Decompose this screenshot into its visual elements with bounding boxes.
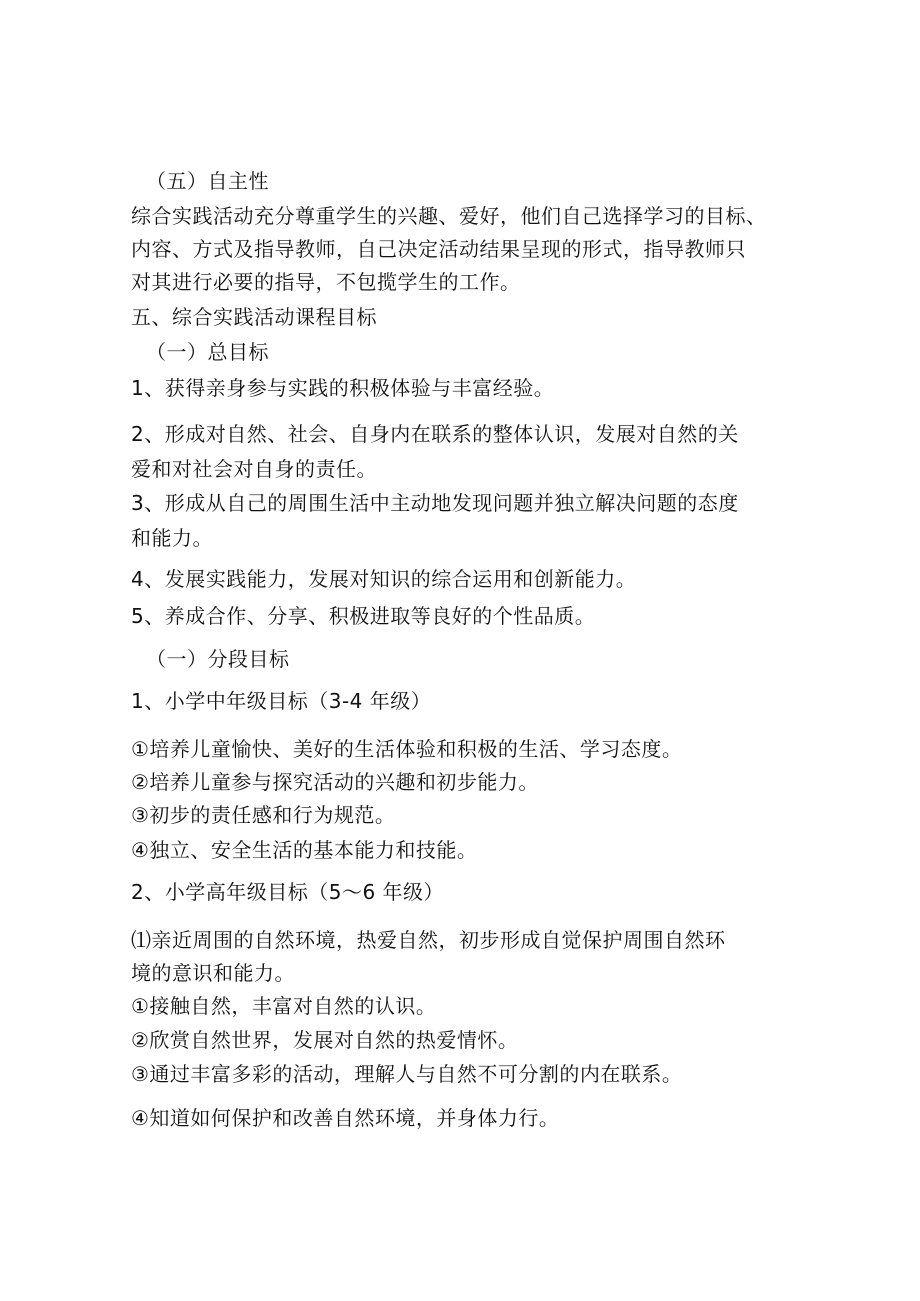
section5-heading: （五）自主性: [146, 169, 269, 193]
upper-grade-item-4: ③通过丰富多彩的活动，理解人与自然不可分割的内在联系。: [131, 1062, 683, 1086]
stage-goal-heading: （一）分段目标: [146, 647, 290, 671]
section5-para-line-3: 对其进行必要的指导，不包揽学生的工作。: [131, 270, 521, 294]
upper-grade-item-1-cont: 境的意识和能力。: [131, 961, 295, 985]
middle-grade-heading: 1、小学中年级目标（3-4 年级）: [131, 689, 432, 713]
middle-grade-item-2: ②培养儿童参与探究活动的兴趣和初步能力。: [131, 770, 539, 794]
upper-grade-item-5: ④知道如何保护和改善自然环境，并身体力行。: [131, 1106, 560, 1130]
chapter-heading: 五、综合实践活动课程目标: [131, 305, 377, 329]
section5-para-line-1: 综合实践活动充分尊重学生的兴趣、爱好，他们自己选择学习的目标、: [131, 204, 767, 228]
section5-para-line-2: 内容、方式及指导教师，自己决定活动结果呈现的形式，指导教师只: [131, 237, 746, 261]
middle-grade-item-1: ①培养儿童愉快、美好的生活体验和积极的生活、学习态度。: [131, 737, 683, 761]
upper-grade-item-2: ①接触自然，丰富对自然的认识。: [131, 994, 437, 1018]
overall-item-4: 4、发展实践能力，发展对知识的综合运用和创新能力。: [131, 567, 637, 591]
overall-item-1: 1、获得亲身参与实践的积极体验与丰富经验。: [131, 376, 555, 400]
middle-grade-item-3: ③初步的责任感和行为规范。: [131, 803, 396, 827]
overall-item-3: 3、形成从自己的周围生活中主动地发现问题并独立解决问题的态度: [131, 491, 739, 515]
overall-item-3-cont: 和能力。: [131, 526, 213, 550]
overall-item-2: 2、形成对自然、社会、自身内在联系的整体认识，发展对自然的关: [131, 422, 739, 446]
upper-grade-item-3: ②欣赏自然世界，发展对自然的热爱情怀。: [131, 1028, 519, 1052]
middle-grade-item-4: ④独立、安全生活的基本能力和技能。: [131, 838, 478, 862]
overall-item-2-cont: 爱和对社会对自身的责任。: [131, 457, 377, 481]
upper-grade-item-1: ⑴亲近周围的自然环境，热爱自然，初步形成自觉保护周围自然环: [131, 928, 726, 952]
upper-grade-heading: 2、小学高年级目标（5～6 年级）: [131, 880, 445, 904]
overall-item-5: 5、养成合作、分享、积极进取等良好的个性品质。: [131, 604, 596, 628]
overall-goal-heading: （一）总目标: [146, 340, 269, 364]
